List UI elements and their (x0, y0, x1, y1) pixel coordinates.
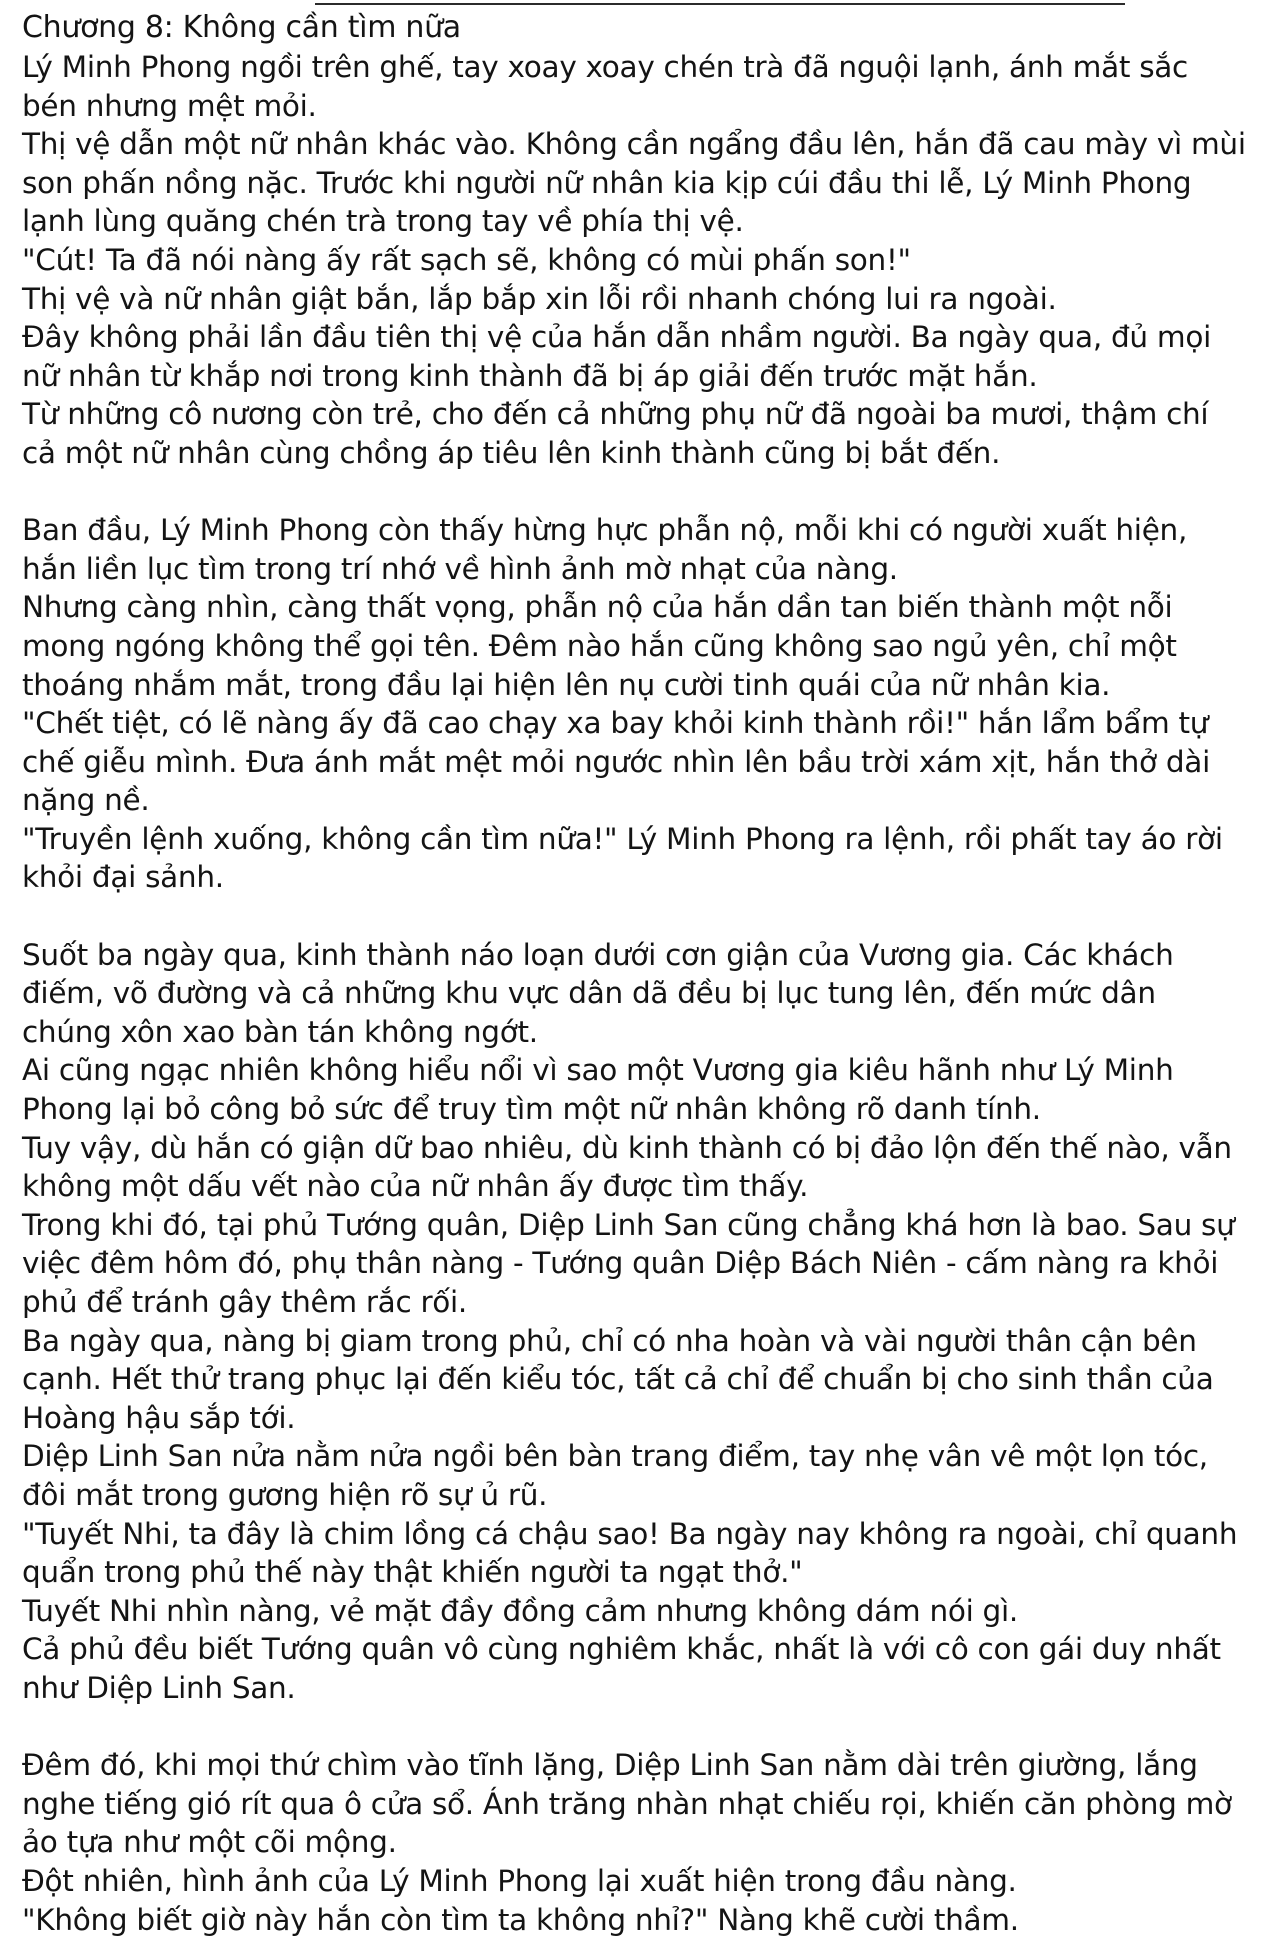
paragraph: Trong khi đó, tại phủ Tướng quân, Diệp Linh San cũng chẳng khá hơn là bao. Sau sự việc đêm hôm đó, phụ thân nàng - Tướng quân Diệp Bách Niên - cấm nàng ra khỏi phủ để tránh gây thêm rắc rối. (22, 1206, 1249, 1322)
paragraph: Ai cũng ngạc nhiên không hiểu nổi vì sao một Vương gia kiêu hãnh như Lý Minh Phong lại bỏ công bỏ sức để truy tìm một nữ nhân không rõ danh tính. (22, 1051, 1249, 1128)
paragraph: Từ những cô nương còn trẻ, cho đến cả những phụ nữ đã ngoài ba mươi, thậm chí cả một nữ nhân cùng chồng áp tiêu lên kinh thành cũng bị bắt đến. (22, 395, 1249, 472)
paragraph-gap (22, 473, 1249, 512)
top-divider (315, 3, 1125, 5)
paragraph: Diệp Linh San nửa nằm nửa ngồi bên bàn trang điểm, tay nhẹ vân vê một lọn tóc, đôi mắt trong gương hiện rõ sự ủ rũ. (22, 1437, 1249, 1514)
paragraph-gap (22, 1708, 1249, 1747)
paragraph: "Cút! Ta đã nói nàng ấy rất sạch sẽ, không có mùi phấn son!" (22, 241, 1249, 280)
paragraph: Lý Minh Phong ngồi trên ghế, tay xoay xoay chén trà đã nguội lạnh, ánh mắt sắc bén nhưng mệt mỏi. (22, 48, 1249, 125)
paragraph: Tuy vậy, dù hắn có giận dữ bao nhiêu, dù kinh thành có bị đảo lộn đến thế nào, vẫn không một dấu vết nào của nữ nhân ấy được tìm thấy. (22, 1129, 1249, 1206)
chapter-title: Chương 8: Không cần tìm nữa (22, 8, 1249, 48)
paragraph: "Truyền lệnh xuống, không cần tìm nữa!" Lý Minh Phong ra lệnh, rồi phất tay áo rời khỏi đại sảnh. (22, 820, 1249, 897)
paragraph: "Tuyết Nhi, ta đây là chim lồng cá chậu sao! Ba ngày nay không ra ngoài, chỉ quanh quẩn trong phủ thế này thật khiến người ta ngạt thở." (22, 1515, 1249, 1592)
paragraph: Đêm đó, khi mọi thứ chìm vào tĩnh lặng, Diệp Linh San nằm dài trên giường, lắng nghe tiếng gió rít qua ô cửa sổ. Ánh trăng nhàn nhạt chiếu rọi, khiến căn phòng mờ ảo tựa như một cõi mộng. (22, 1746, 1249, 1862)
paragraph: Ba ngày qua, nàng bị giam trong phủ, chỉ có nha hoàn và vài người thân cận bên cạnh. Hết thử trang phục lại đến kiểu tóc, tất cả chỉ để chuẩn bị cho sinh thần của Hoàng hậu sắp tới. (22, 1322, 1249, 1438)
paragraph: Tuyết Nhi nhìn nàng, vẻ mặt đầy đồng cảm nhưng không dám nói gì. (22, 1592, 1249, 1631)
paragraph-gap (22, 897, 1249, 936)
paragraph: Ban đầu, Lý Minh Phong còn thấy hừng hực phẫn nộ, mỗi khi có người xuất hiện, hắn liền lục tìm trong trí nhớ về hình ảnh mờ nhạt của nàng. (22, 511, 1249, 588)
paragraph: Cả phủ đều biết Tướng quân vô cùng nghiêm khắc, nhất là với cô con gái duy nhất như Diệp Linh San. (22, 1630, 1249, 1707)
paragraph: Đây không phải lần đầu tiên thị vệ của hắn dẫn nhầm người. Ba ngày qua, đủ mọi nữ nhân từ khắp nơi trong kinh thành đã bị áp giải đến trước mặt hắn. (22, 318, 1249, 395)
paragraph: Suốt ba ngày qua, kinh thành náo loạn dưới cơn giận của Vương gia. Các khách điếm, võ đường và cả những khu vực dân dã đều bị lục tung lên, đến mức dân chúng xôn xao bàn tán không ngớt. (22, 936, 1249, 1052)
paragraph: "Không biết giờ này hắn còn tìm ta không nhỉ?" Nàng khẽ cười thầm. (22, 1901, 1249, 1939)
paragraph: Đột nhiên, hình ảnh của Lý Minh Phong lại xuất hiện trong đầu nàng. (22, 1862, 1249, 1901)
chapter-body (22, 48, 1249, 1939)
paragraph: Thị vệ dẫn một nữ nhân khác vào. Không cần ngẩng đầu lên, hắn đã cau mày vì mùi son phấn nồng nặc. Trước khi người nữ nhân kia kịp cúi đầu thi lễ, Lý Minh Phong lạnh lùng quăng chén trà trong tay về phía thị vệ. (22, 125, 1249, 241)
paragraph: Nhưng càng nhìn, càng thất vọng, phẫn nộ của hắn dần tan biến thành một nỗi mong ngóng không thể gọi tên. Đêm nào hắn cũng không sao ngủ yên, chỉ một thoáng nhắm mắt, trong đầu lại hiện lên nụ cười tinh quái của nữ nhân kia. (22, 588, 1249, 704)
paragraph: Thị vệ và nữ nhân giật bắn, lắp bắp xin lỗi rồi nhanh chóng lui ra ngoài. (22, 280, 1249, 319)
paragraph: "Chết tiệt, có lẽ nàng ấy đã cao chạy xa bay khỏi kinh thành rồi!" hắn lẩm bẩm tự chế giễu mình. Đưa ánh mắt mệt mỏi ngước nhìn lên bầu trời xám xịt, hắn thở dài nặng nề. (22, 704, 1249, 820)
